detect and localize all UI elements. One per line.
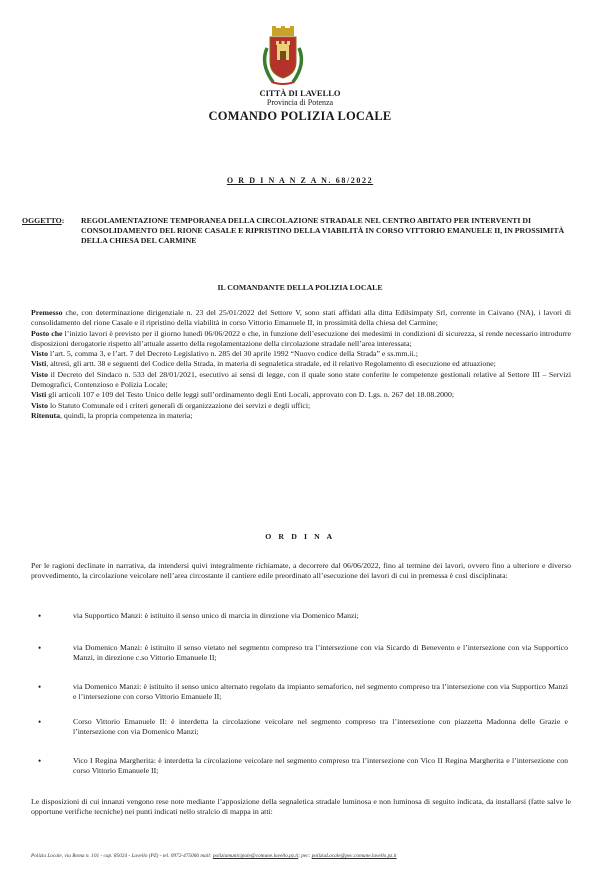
premises-section [31, 308, 571, 421]
list-item-text: Vico I Regina Margherita: è interdetta la circolazione veicolare nel segmento compreso tra l’intersezione con Vico II Regina Margherita e l’intersezione con corso Vittorio Emanuele II; [73, 756, 568, 776]
premise-paragraph [31, 359, 571, 369]
premise-lead: Ritenuta [31, 410, 61, 420]
premise-text: che, con determinazione dirigenziale n. 23 del 25/01/2022 del Settore V, sono stati affidati alla ditta Edilsimpaty Srl, corrente in Caivano (NA), i lavori di consolidamento del rione Casale e il ripristino della viabilità in corso Vittorio Emanuele II, in prossimità della chiesa del Carmine; [31, 308, 571, 328]
city-name: CITTÀ DI LAVELLO [259, 88, 341, 98]
premise-text: , quindi, la propria competenza in materia; [60, 410, 193, 420]
list-item [38, 717, 568, 738]
order-heading: O R D I N A [265, 532, 335, 541]
province-name: Provincia di Potenza [266, 98, 334, 107]
footer-pec-label: ; pec: [298, 853, 312, 859]
premise-paragraph [31, 349, 571, 359]
premise-paragraph [31, 390, 571, 400]
list-item [38, 756, 568, 777]
bullet-symbol: • [38, 682, 42, 692]
premise-lead: Visto [31, 369, 49, 379]
list-item-text: Corso Vittorio Emanuele II: è interdetta la circolazione veicolare nel segmento compreso tra l’intersezione con piazzetta Madonna delle Grazie e l’intersezione con via Domenico Manzi; [73, 717, 568, 737]
premise-text: l’inizio lavori è previsto per il giorno lunedì 06/06/2022 e che, in funzione dell’esecuzione dei medesimi in condizioni di sicurezza, si rende necessario introdurre disposizioni derogatorie rispetto all’attuale assetto della regolamentazione della circolazione stradale nell’area interessata; [31, 328, 571, 348]
premise-text: il Decreto del Sindaco n. 533 del 28/01/2021, esecutivo ai sensi di legge, con il quale sono state conferite le competenze gestionali relative al Settore III – Servizi Demografici, Contenzioso e Polizia Locale; [31, 369, 571, 390]
footer-mail-link[interactable]: poliziamunicipale@comune.lavello.pz.it [212, 853, 299, 859]
premise-lead: Visto [31, 400, 49, 410]
issuer-heading: IL COMANDANTE DELLA POLIZIA LOCALE [217, 283, 383, 292]
subject-text: REGOLAMENTAZIONE TEMPORANEA DELLA CIRCOLAZIONE STRADALE NEL CENTRO ABITATO PER INTERVENTI DI CONSOLIDAMENTO DEL RIONE CASALE E RIPRISTINO DELLA VIABILITÀ IN CORSO VITTORIO EMANUELE II, IN PROSSIMITÀ DELLA CHIESA DEL CARMINE [81, 216, 565, 246]
bullet-symbol: • [38, 717, 42, 727]
footer-pec-link[interactable]: poliziaLocale@pec.comune.lavello.pz.it [311, 853, 397, 859]
command-title: COMANDO POLIZIA LOCALE [208, 109, 392, 123]
premise-text: lo Statuto Comunale ed i criteri generali di organizzazione dei servizi e degli uffici; [48, 400, 311, 410]
premise-text: l’art. 5, comma 3, e l’art. 7 del Decreto Legislativo n. 285 del 30 aprile 1992 “Nuovo codice della Strada” e ss.mm.ii.; [48, 349, 418, 359]
list-item-text: via Supportico Manzi: è istituito il senso unico di marcia in direzione via Domenico Manzi; [73, 611, 359, 620]
list-item [38, 682, 568, 703]
ordinance-number: O R D I N A N Z A N. 68/2022 [226, 176, 374, 185]
bullet-symbol: • [38, 643, 42, 653]
premise-lead: Visto [31, 349, 49, 359]
premise-lead: Posto che [31, 328, 63, 338]
list-item-text: via Domenico Manzi: è istituito il senso unico alternato regolato da impianto semaforico, nel segmento compreso tra l’intersezione con via Supportico Manzi e l’intersezione con corso Vittorio Emanuele II; [73, 682, 568, 702]
premise-paragraph [31, 370, 571, 391]
closing-paragraph: Le disposizioni di cui innanzi vengono rese note mediante l’apposizione della segnaletica stradale luminosa e non luminosa di seguito indicata, da installarsi (fatte salve le opportune verifiche tecniche) nei punti indicati nello stralcio di mappa in atti: [31, 797, 571, 817]
list-item-text: via Domenico Manzi: è istituito il senso vietato nel segmento compreso tra l’intersezione con via Sicardo di Benevento e l’intersezione con via Supportico Manzi, in direzione c.so Vittorio Emanuele II; [73, 643, 568, 663]
order-intro: Per le ragioni declinate in narrativa, da intendersi quivi integralmente richiamate, a decorrere dal 06/06/2022, fino al termine dei lavori, ovvero fino a ulteriore e diverso provvedimento, la circolazione veicolare nell’area circostante il cantiere edile preordinato all’esecuzione dei lavori di cui in premessa è così disciplinata: [31, 561, 571, 581]
premise-lead: Premesso [31, 308, 63, 317]
subject-block: OGGETTO: REGOLAMENTAZIONE TEMPORANEA DELLA CIRCOLAZIONE STRADALE NEL CENTRO ABITATO PER INTERVENTI DI CONSOLIDAMENTO DEL RIONE CASALE E RIPRISTINO DELLA VIABILITÀ IN CORSO VITTORIO EMANUELE II, IN PROSSIMITÀ DELLA CHIESA DEL CARMINE [22, 216, 582, 247]
bullet-symbol: • [38, 756, 42, 766]
list-item [38, 611, 568, 621]
premise-lead: Visti [31, 390, 47, 400]
page-footer [31, 853, 571, 860]
footer-address: Polizia Locale, via Roma n. 101 - cap. 85024 - Lavello (PZ) - tel. 0972-475066 mail: [31, 853, 213, 859]
premise-text: gli articoli 107 e 109 del Testo Unico delle leggi sull’ordinamento degli Enti Locali, approvato con D. Lgs. n. 267 del 18.08.2000; [46, 390, 455, 400]
subject-label: OGGETTO [22, 216, 62, 225]
premise-paragraph [31, 329, 571, 350]
premise-paragraph [31, 401, 571, 411]
premise-paragraph [31, 308, 571, 329]
premise-lead: Visti [31, 359, 47, 369]
premise-paragraph [31, 411, 571, 421]
bullet-symbol: • [38, 611, 42, 621]
municipal-crest-icon [257, 26, 309, 88]
list-item [38, 643, 568, 664]
premise-text: , altresì, gli artt. 38 e seguenti del Codice della Strada, in materia di segnaletica stradale, ed il relativo Regolamento di esecuzione ed attuazione; [46, 359, 496, 369]
